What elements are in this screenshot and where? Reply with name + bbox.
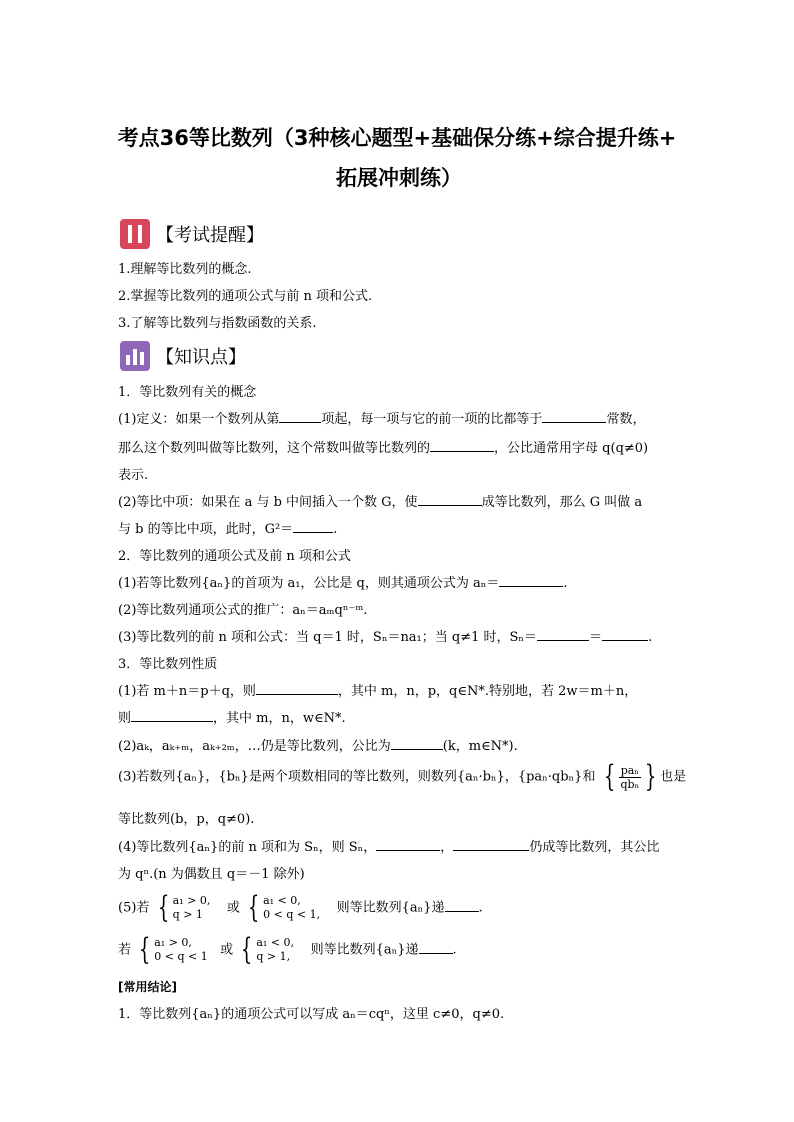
kp-section-2: 2．等比数列的通项公式及前 n 项和公式	[118, 549, 351, 564]
kp-geometric-mean-line2: 与 b 的等比中项，此时，G²＝ .	[118, 522, 338, 537]
blank	[419, 941, 453, 954]
conclusion-1: 1．等比数列{aₙ}的通项公式可以写成 aₙ＝cqⁿ，这里 c≠0，q≠0.	[118, 1007, 505, 1022]
kp-sum-formula: (3)等比数列的前 n 项和公式：当 q＝1 时，Sₙ＝na₁；当 q≠1 时，Sₙ＝ ＝ .	[118, 630, 653, 645]
reminder-item-1: 1.理解等比数列的概念.	[118, 262, 252, 277]
blank	[256, 682, 338, 695]
kp-definition-line1: (1)定义：如果一个数列从第 项起，每一项与它的前一项的比都等于 常数，	[118, 412, 646, 427]
pause-icon	[120, 219, 150, 249]
kp-property-4-line1: (4)等比数列{aₙ}的前 n 项和为 Sₙ，则 Sₙ， ， 仍成等比数列，其公比	[118, 840, 660, 855]
kp-property-5-decreasing: 若 { a₁ > 0, 0 < q < 1 或 { a₁ < 0, q > 1, 则等比数列{aₙ}递 .	[118, 932, 457, 967]
blank	[430, 439, 494, 452]
reminder-item-3: 3.了解等比数列与指数函数的关系.	[118, 316, 317, 331]
kp-section-3: 3．等比数列性质	[118, 657, 218, 672]
kp-property-2: (2)aₖ，aₖ₊ₘ，aₖ₊₂ₘ，…仍是等比数列，公比为 (k，m∈N*).	[118, 739, 518, 754]
kp-property-3-line2: 等比数列(b，p，q≠0).	[118, 812, 255, 827]
kp-general-term: (1)若等比数列{aₙ}的首项为 a₁，公比是 q，则其通项公式为 aₙ＝ .	[118, 576, 568, 591]
kp-property-4-line2: 为 qⁿ.(n 为偶数且 q＝－1 除外)	[118, 867, 305, 882]
blank	[293, 520, 333, 533]
knowledge-header	[120, 336, 246, 376]
kp-property-5-increasing: (5)若 { a₁ > 0, q > 1 或 { a₁ < 0, 0 < q < 1, 则等比数列{aₙ}递 .	[118, 890, 483, 925]
kp-general-term-extension: (2)等比数列通项公式的推广：aₙ＝aₘqⁿ⁻ᵐ.	[118, 603, 368, 618]
blank	[376, 838, 440, 851]
reminder-item-2: 2.掌握等比数列的通项公式与前 n 项和公式.	[118, 289, 373, 304]
kp-definition-line3: 表示.	[118, 468, 149, 483]
blank	[602, 628, 648, 641]
exam-reminder-title: 【考试提醒】	[156, 225, 264, 246]
kp-property-1-line1: (1)若 m＋n＝p＋q，则 ，其中 m，n，p，q∈N*.特别地，若 2w＝m＋n，	[118, 684, 638, 699]
bar-chart-icon	[120, 341, 150, 371]
doc-title-line1: 考点36等比数列（3种核心题型+基础保分练+综合提升练+	[117, 126, 677, 150]
blank	[537, 628, 589, 641]
blank	[542, 410, 606, 423]
blank	[445, 899, 479, 912]
kp-definition-line2: 那么这个数列叫做等比数列，这个常数叫做等比数列的 ，公比通常用字母 q(q≠0)	[118, 441, 649, 456]
blank	[499, 574, 563, 587]
kp-section-1: 1．等比数列有关的概念	[118, 385, 257, 400]
blank	[418, 493, 482, 506]
knowledge-title: 【知识点】	[156, 347, 246, 368]
fraction: $\frac{\text{paₙ}}{\text{qbₙ}}$	[620, 763, 640, 791]
blank	[391, 737, 443, 750]
blank	[453, 838, 529, 851]
doc-title-line2: 拓展冲刺练）	[336, 166, 462, 190]
kp-property-3-line1: (3)若数列{aₙ}，{bₙ}是两个项数相同的等比数列，则数列{aₙ·bₙ}，{paₙ·qbₙ}和 { $\frac{\text{paₙ}}{\text{qbₙ}}$ } 也是	[118, 759, 687, 794]
kp-property-1-line2: 则 ，其中 m，n，w∈N*.	[118, 711, 346, 726]
blank	[131, 709, 213, 722]
exam-reminder-header	[120, 214, 264, 254]
kp-geometric-mean-line1: (2)等比中项：如果在 a 与 b 中间插入一个数 G，使 成等比数列，那么 G 叫做 a	[118, 495, 643, 510]
blank	[279, 410, 321, 423]
common-conclusions-heading: [常用结论]	[118, 980, 177, 994]
